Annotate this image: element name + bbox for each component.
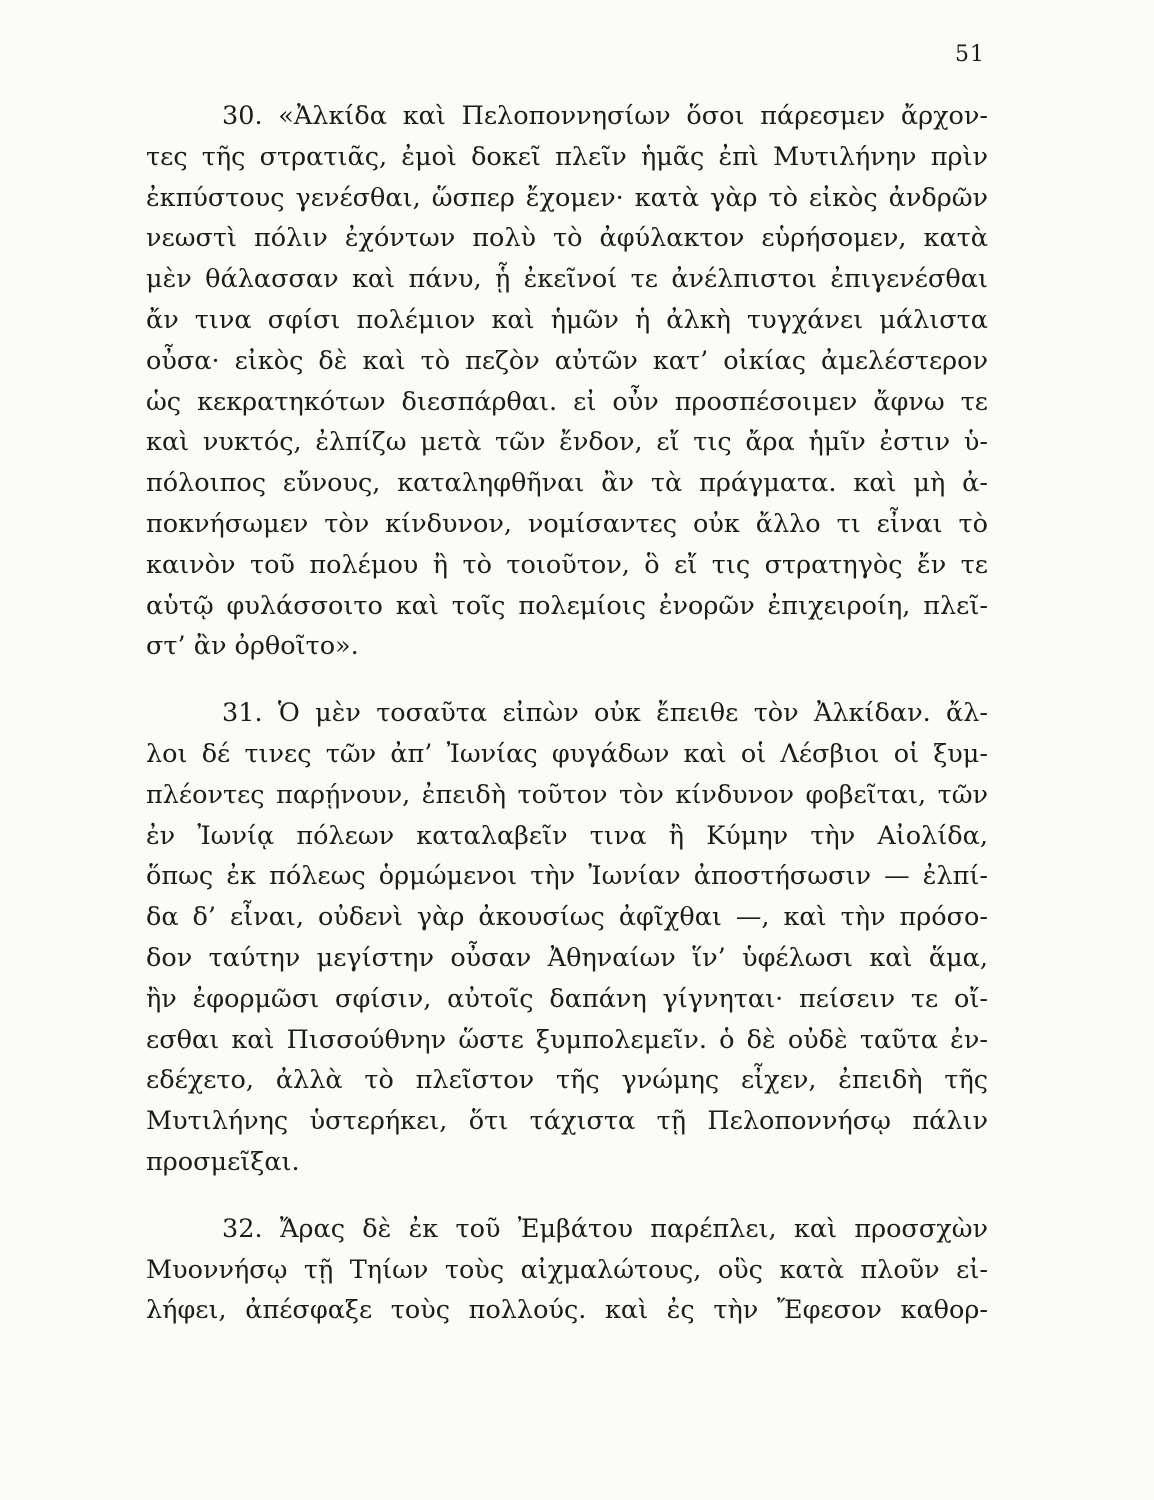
text-line: δον ταύτην μεγίστην οὖσαν Ἀθηναίων ἵν’ ὑφέλωσι καὶ ἅμα, bbox=[146, 942, 988, 973]
text-line: ἄν τινα σφίσι πολέμιον καὶ ἡμῶν ἡ ἀλκὴ τυγχάνει μάλιστα bbox=[146, 304, 988, 335]
text-line: ἐν Ἰωνίᾳ πόλεων καταλαβεῖν τινα ἢ Κύμην τὴν Αἰολίδα, bbox=[146, 820, 988, 851]
text-line: λοι δέ τινες τῶν ἀπ’ Ἰωνίας φυγάδων καὶ οἱ Λέσβιοι οἱ ξυμ- bbox=[146, 738, 988, 769]
text-line: Μυτιλήνης ὑστερήκει, ὅτι τάχιστα τῇ Πελοποννήσῳ πάλιν bbox=[146, 1106, 988, 1137]
text-line: πλέοντες παρῄνουν, ἐπειδὴ τοῦτον τὸν κίνδυνον φοβεῖται, τῶν bbox=[146, 779, 988, 810]
text-line: μὲν θάλασσαν καὶ πάνυ, ᾗ ἐκεῖνοί τε ἀνέλπιστοι ἐπιγενέσθαι bbox=[146, 264, 988, 295]
text-line: πόλοιπος εὔνους, καταληφθῆναι ἂν τὰ πράγματα. καὶ μὴ ἀ- bbox=[146, 468, 988, 499]
text-line: Μυοννήσῳ τῇ Τηίων τοὺς αἰχμαλώτους, οὓς κατὰ πλοῦν εἰ- bbox=[146, 1254, 988, 1285]
page-number: 51 bbox=[955, 42, 985, 67]
section-30 bbox=[146, 96, 988, 667]
text-line: 31. Ὁ μὲν τοσαῦτα εἰπὼν οὐκ ἔπειθε τὸν Ἀλκίδαν. ἄλ- bbox=[222, 698, 988, 729]
text-line: προσμεῖξαι. bbox=[146, 1146, 300, 1177]
text-line: 30. «Ἀλκίδα καὶ Πελοποννησίων ὅσοι πάρεσμεν ἄρχον- bbox=[222, 101, 988, 131]
text-line: λήφει, ἀπέσφαξε τοὺς πολλούς. καὶ ἐς τὴν Ἔφεσον καθορ- bbox=[146, 1295, 988, 1326]
text-line: δα δ’ εἶναι, οὐδενὶ γὰρ ἀκουσίως ἀφῖχθαι —, καὶ τὴν πρόσο- bbox=[146, 902, 988, 933]
text-line: ὅπως ἐκ πόλεως ὁρμώμενοι τὴν Ἰωνίαν ἀποστήσωσιν — ἐλπί- bbox=[146, 861, 988, 892]
text-line: ἐκπύστους γενέσθαι, ὥσπερ ἔχομεν· κατὰ γὰρ τὸ εἰκὸς ἀνδρῶν bbox=[146, 182, 988, 213]
section-31 bbox=[146, 693, 988, 1183]
text-line: 32. Ἄρας δὲ ἐκ τοῦ Ἐμβάτου παρέπλει, καὶ προσσχὼν bbox=[222, 1213, 988, 1244]
text-line: καὶ νυκτός, ἐλπίζω μετὰ τῶν ἔνδον, εἴ τις ἄρα ἡμῖν ἐστιν ὑ- bbox=[146, 427, 988, 458]
text-line: οὖσα· εἰκὸς δὲ καὶ τὸ πεζὸν αὐτῶν κατ’ οἰκίας ἀμελέστερον bbox=[146, 345, 988, 376]
text-line: στ’ ἂν ὀρθοῖτο». bbox=[146, 631, 359, 662]
text-line: καινὸν τοῦ πολέμου ἢ τὸ τοιοῦτον, ὃ εἴ τις στρατηγὸς ἔν τε bbox=[146, 549, 988, 580]
text-line: αὑτῷ φυλάσσοιτο καὶ τοῖς πολεμίοις ἐνορῶν ἐπιχειροίη, πλεῖ- bbox=[146, 590, 988, 621]
text-line: εδέχετο, ἀλλὰ τὸ πλεῖστον τῆς γνώμης εἶχεν, ἐπειδὴ τῆς bbox=[146, 1065, 988, 1096]
text-line: ὡς κεκρατηκότων διεσπάρθαι. εἰ οὖν προσπέσοιμεν ἄφνω τε bbox=[146, 386, 988, 417]
text-line: εσθαι καὶ Πισσούθνην ὥστε ξυμπολεμεῖν. ὁ δὲ οὐδὲ ταῦτα ἐν- bbox=[146, 1024, 988, 1055]
text-block bbox=[146, 96, 988, 1331]
text-line: τες τῆς στρατιᾶς, ἐμοὶ δοκεῖ πλεῖν ἡμᾶς ἐπὶ Μυτιλήνην πρὶν bbox=[146, 141, 988, 172]
text-line: ποκνήσωμεν τὸν κίνδυνον, νομίσαντες οὐκ ἄλλο τι εἶναι τὸ bbox=[146, 508, 988, 539]
text-line: νεωστὶ πόλιν ἐχόντων πολὺ τὸ ἀφύλακτον εὑρήσομεν, κατὰ bbox=[146, 223, 988, 254]
text-line: ἢν ἐφορμῶσι σφίσιν, αὐτοῖς δαπάνη γίγνηται· πείσειν τε οἴ- bbox=[146, 983, 988, 1014]
section-32 bbox=[146, 1209, 988, 1331]
